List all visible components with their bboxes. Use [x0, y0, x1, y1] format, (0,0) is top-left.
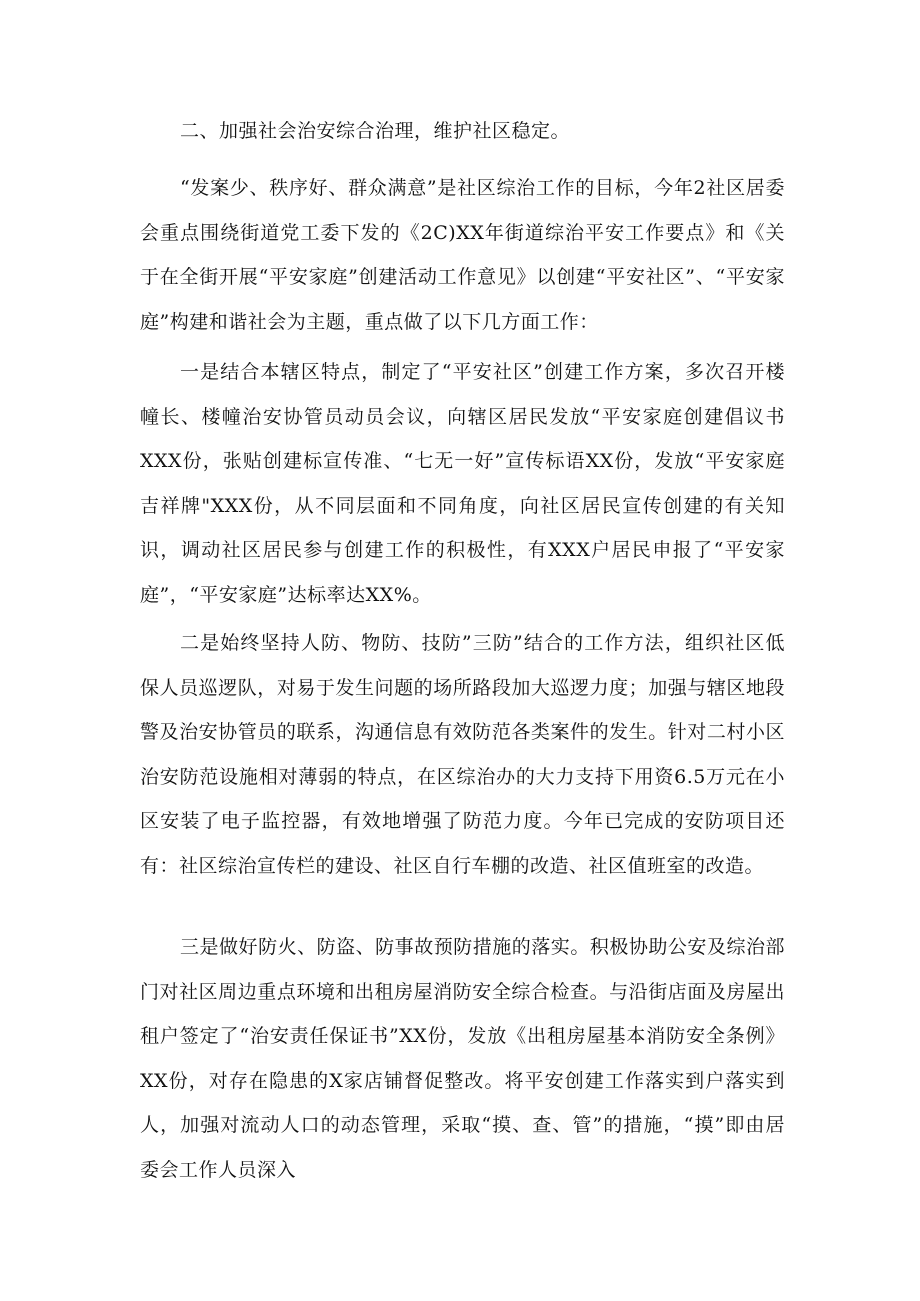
- paragraph-second-measure: 二是始终坚持人防、物防、技防”三防”结合的工作方法，组织社区低保人员巡逻队，对易于发生问题的场所路段加大巡逻力度；加强与辖区地段警及治安协管员的联系，沟通信息有效防范各类案件的发生。针对二村小区治安防范设施相对薄弱的特点，在区综治办的大力支持下用资6.5万元在小区安装了电子监控器，有效地增强了防范力度。今年已完成的安防项目还有：社区综治宣传栏的建设、社区自行车棚的改造、社区值班室的改造。: [140, 632, 785, 877]
- paragraph-first-measure: 一是结合本辖区特点，制定了“平安社区”创建工作方案，多次召开楼幢长、楼幢治安协管员动员会议，向辖区居民发放“平安家庭创建倡议书XXX份，张贴创建标宣传准、“七无一好”宣传标语XX份，发放“平安家庭吉祥牌"XXX份，从不同层面和不同角度，向社区居民宣传创建的有关知识，调动社区居民参与创建工作的积极性，有XXX户居民申报了“平安家庭”，“平安家庭”达标率达XX%。: [140, 361, 785, 606]
- paragraph-third-measure: 三是做好防火、防盗、防事故预防措施的落实。积极协助公安及综治部门对社区周边重点环境和出租房屋消防安全综合检查。与沿街店面及房屋出租户签定了“治安责任保证书”XX份，发放《出租房屋基本消防安全条例》XX份，对存在隐患的X家店铺督促整改。将平安创建工作落实到户落实到人，加强对流动人口的动态管理，采取“摸、查、管”的措施，“摸”即由居委会工作人员深入: [140, 936, 785, 1181]
- paragraph-intro: “发案少、秩序好、群众满意”是社区综治工作的目标，今年2社区居委会重点围绕街道党工委下发的《2C)XX年街道综治平安工作要点》和《关于在全街开展“平安家庭”创建活动工作意见》以创建“平安社区”、“平安家庭”构建和谐社会为主题，重点做了以下几方面工作：: [140, 177, 785, 333]
- section-heading: 二、加强社会治安综合治理，维护社区稳定。: [180, 120, 571, 142]
